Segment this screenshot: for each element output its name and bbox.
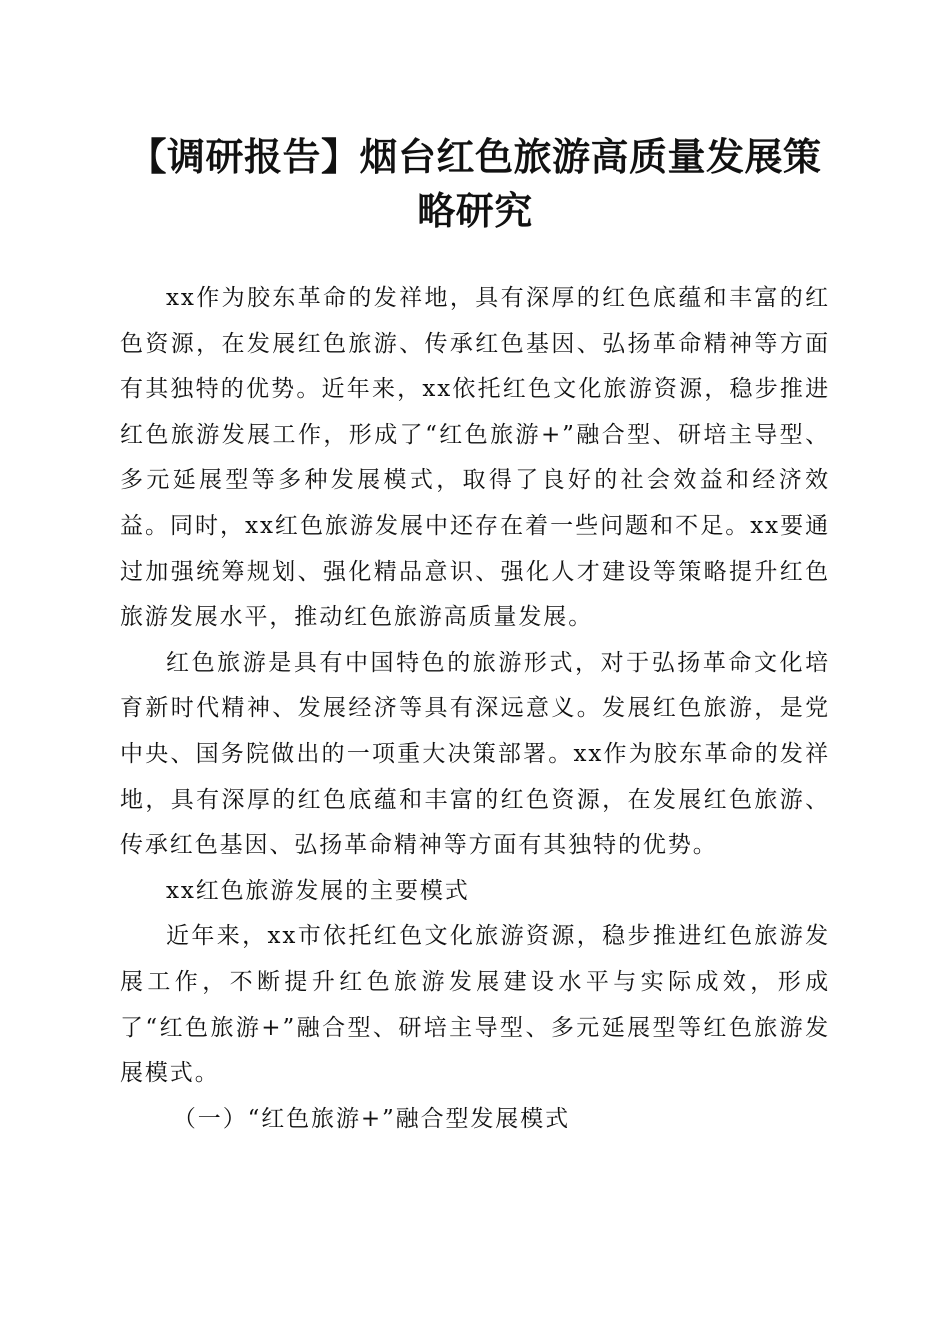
paragraph-intro: xx作为胶东革命的发祥地，具有深厚的红色底蕴和丰富的红色资源，在发展红色旅游、传承红色基因、弘扬革命精神等方面有其独特的优势。近年来，xx依托红色文化旅游资源，稳步推进红色旅游发展工作，形成了“红色旅游+”融合型、研培主导型、多元延展型等多种发展模式，取得了良好的社会效益和经济效益。同时，xx红色旅游发展中还存在着一些问题和不足。xx要通过加强统筹规划、强化精品意识、强化人才建设等策略提升红色旅游发展水平，推动红色旅游高质量发展。	[120, 285, 830, 631]
paragraph-modes: 近年来，xx市依托红色文化旅游资源，稳步推进红色旅游发展工作，不断提升红色旅游发展建设水平与实际成效，形成了“红色旅游+”融合型、研培主导型、多元延展型等红色旅游发展模式。	[120, 923, 830, 1087]
subsection-heading: （一）“红色旅游+”融合型发展模式	[172, 1105, 570, 1132]
document-title: 【调研报告】烟台红色旅游高质量发展策略研究	[128, 135, 822, 233]
section-heading: xx红色旅游发展的主要模式	[166, 877, 470, 904]
document-body	[120, 276, 830, 1142]
paragraph-background: 红色旅游是具有中国特色的旅游形式，对于弘扬革命文化培育新时代精神、发展经济等具有深远意义。发展红色旅游，是党中央、国务院做出的一项重大决策部署。xx作为胶东革命的发祥地，具有深厚的红色底蕴和丰富的红色资源，在发展红色旅游、传承红色基因、弘扬革命精神等方面有其独特的优势。	[120, 649, 830, 859]
